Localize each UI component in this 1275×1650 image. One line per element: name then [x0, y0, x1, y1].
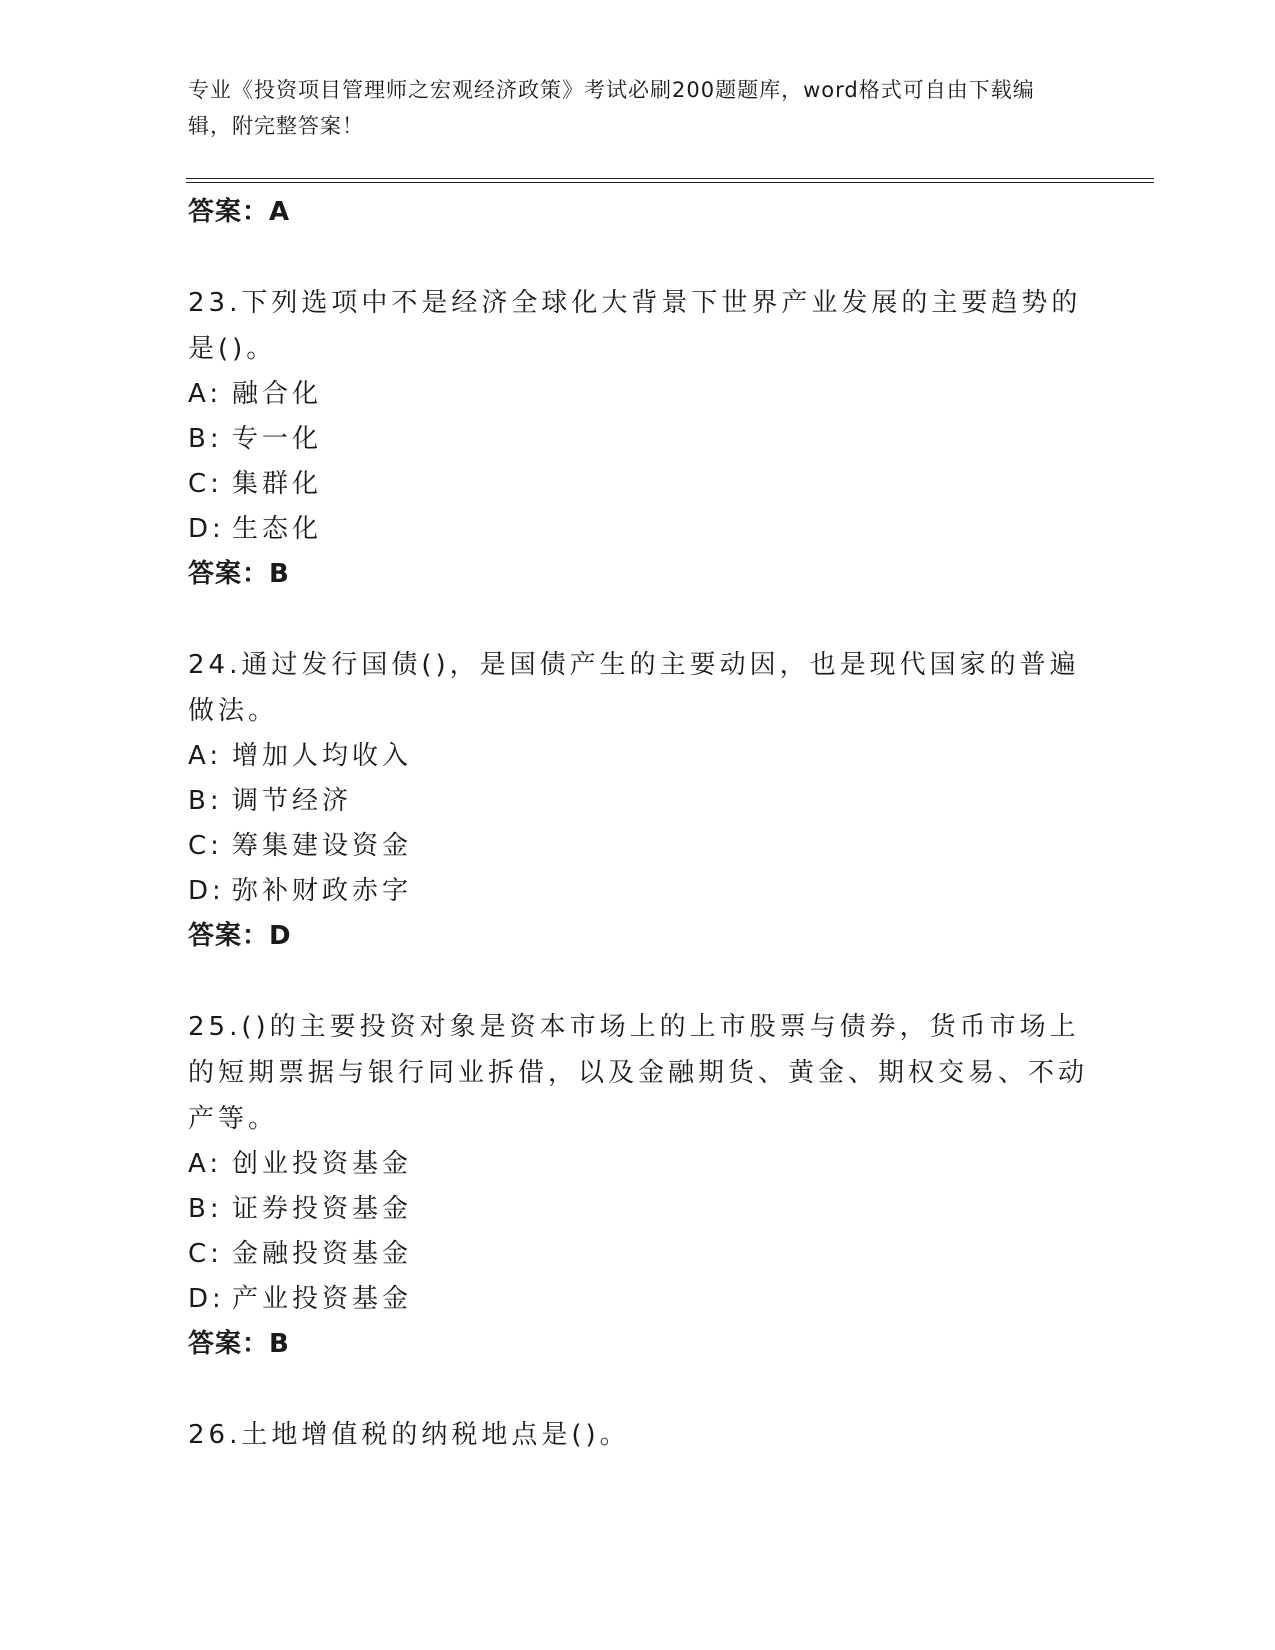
option-text: 增加人均收入	[232, 741, 413, 771]
option-text: 创业投资基金	[232, 1149, 413, 1179]
question-list	[188, 190, 1088, 1458]
option-key: A:	[188, 1149, 223, 1179]
question-item	[188, 642, 1088, 958]
option-text: 产业投资基金	[232, 1284, 413, 1314]
answer-line: 答案：D	[188, 921, 292, 951]
option-c	[188, 824, 1088, 869]
option-c	[188, 1232, 1088, 1277]
option-text: 调节经济	[232, 786, 353, 816]
option-a	[188, 1142, 1088, 1187]
option-key: B:	[188, 424, 223, 454]
option-d	[188, 869, 1088, 914]
option-a	[188, 734, 1088, 779]
question-item	[188, 1412, 1088, 1458]
option-a	[188, 372, 1088, 417]
option-d	[188, 1277, 1088, 1322]
question-item	[188, 280, 1088, 596]
option-key: B:	[188, 1194, 223, 1224]
question-stem: 26.土地增值税的纳税地点是()。	[188, 1420, 630, 1450]
option-key: D:	[188, 514, 225, 544]
option-text: 融合化	[232, 379, 323, 409]
option-key: A:	[188, 379, 223, 409]
option-key: C:	[188, 1239, 223, 1269]
answer-line: 答案：A	[188, 197, 291, 227]
option-b	[188, 417, 1088, 462]
option-key: A:	[188, 741, 223, 771]
option-key: C:	[188, 831, 223, 861]
option-d	[188, 507, 1088, 552]
option-key: B:	[188, 786, 223, 816]
header-divider-bottom	[186, 182, 1154, 183]
question-stem: 24.通过发行国债()，是国债产生的主要动因，也是现代国家的普遍做法。	[188, 650, 1080, 726]
option-text: 弥补财政赤字	[232, 876, 413, 906]
question-stem: 25.()的主要投资对象是资本市场上的上市股票与债券，货币市场上的短期票据与银行同业拆借，以及金融期货、黄金、期权交易、不动产等。	[188, 1012, 1089, 1134]
option-key: D:	[188, 876, 225, 906]
question-item	[188, 1004, 1088, 1366]
header-divider-top	[186, 178, 1154, 179]
option-key: C:	[188, 469, 223, 499]
option-text: 筹集建设资金	[232, 831, 413, 861]
answer-line: 答案：B	[188, 1329, 290, 1359]
question-stem: 23.下列选项中不是经济全球化大背景下世界产业发展的主要趋势的是()。	[188, 288, 1082, 364]
option-text: 金融投资基金	[232, 1239, 413, 1269]
option-c	[188, 462, 1088, 507]
document-header: 专业《投资项目管理师之宏观经济政策》考试必刷200题题库，word格式可自由下载编辑，附完整答案！	[188, 78, 1035, 138]
option-text: 集群化	[232, 469, 323, 499]
option-b	[188, 779, 1088, 824]
option-text: 专一化	[232, 424, 323, 454]
option-key: D:	[188, 1284, 225, 1314]
option-text: 证券投资基金	[232, 1194, 413, 1224]
option-b	[188, 1187, 1088, 1232]
answer-line: 答案：B	[188, 559, 290, 589]
option-text: 生态化	[232, 514, 323, 544]
